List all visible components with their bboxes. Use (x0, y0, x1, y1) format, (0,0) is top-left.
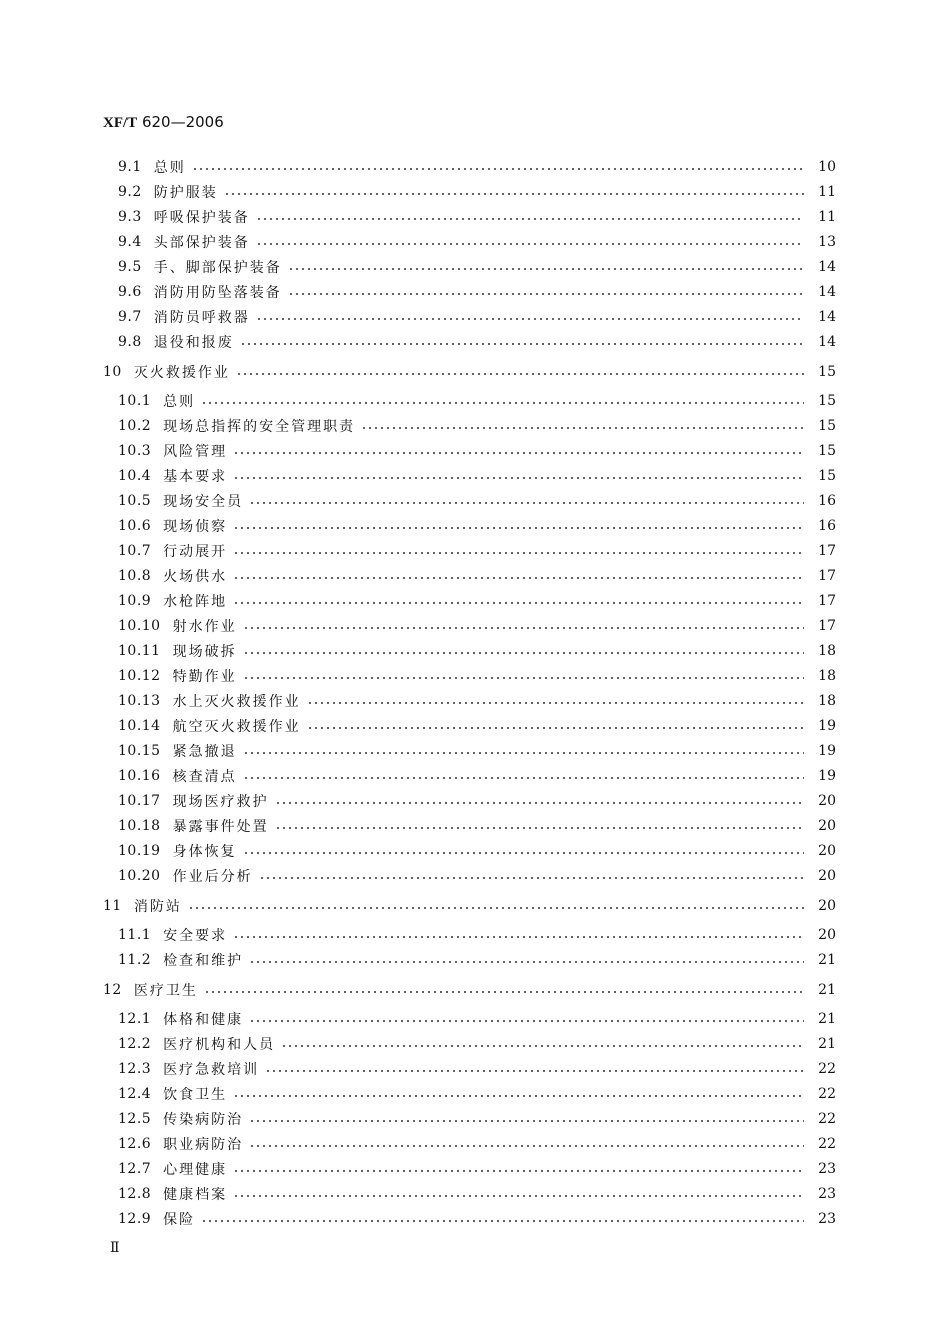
toc-entry-title: 基本要求 (163, 469, 228, 485)
toc-entry-page: 15 (818, 364, 836, 380)
toc-leader-dots (256, 218, 804, 220)
toc-entry-number: 10.7 (118, 543, 152, 559)
toc-entry-title: 水上灭火救援作业 (172, 694, 301, 710)
toc-entry-number: 10.6 (118, 518, 152, 534)
toc-leader-dots (201, 402, 804, 404)
toc-entry-title: 消防站 (133, 899, 182, 915)
toc-section-entry (0, 565, 950, 587)
toc-entry-number: 10.19 (118, 843, 161, 859)
toc-entry-number: 10.17 (118, 793, 161, 809)
toc-section-entry (0, 865, 950, 887)
toc-entry-page: 21 (818, 982, 836, 998)
toc-section-entry (0, 440, 950, 462)
toc-leader-dots (233, 602, 804, 604)
toc-leader-dots (188, 907, 804, 909)
toc-leader-dots (361, 427, 804, 429)
toc-entry-page: 22 (818, 1136, 836, 1152)
toc-section-entry (0, 615, 950, 637)
toc-entry-page: 21 (818, 1011, 836, 1027)
toc-entry-number: 12 (103, 982, 122, 998)
toc-entry-page: 11 (818, 184, 836, 200)
toc-section-entry (0, 256, 950, 278)
toc-entry-page: 17 (818, 618, 836, 634)
toc-entry-page: 20 (818, 868, 836, 884)
toc-entry-title: 航空灭火救援作业 (172, 719, 301, 735)
toc-section-entry (0, 765, 950, 787)
toc-entry-number: 10.12 (118, 668, 161, 684)
toc-section-entry (0, 815, 950, 837)
toc-entry-number: 9.8 (118, 334, 142, 350)
toc-entry-number: 9.5 (118, 259, 142, 275)
toc-section-entry (0, 715, 950, 737)
toc-entry-title: 医疗机构和人员 (163, 1037, 276, 1053)
toc-leader-dots (256, 318, 804, 320)
toc-section-entry (0, 306, 950, 328)
toc-entry-number: 10.3 (118, 443, 152, 459)
toc-section-entry (0, 1083, 950, 1105)
toc-leader-dots (259, 877, 804, 879)
toc-entry-number: 11.2 (118, 952, 152, 968)
toc-entry-title: 身体恢复 (172, 844, 237, 860)
toc-leader-dots (233, 936, 804, 938)
toc-leader-dots (249, 502, 804, 504)
toc-leader-dots (288, 268, 804, 270)
toc-leader-dots (243, 752, 804, 754)
toc-section-entry (0, 924, 950, 946)
toc-leader-dots (233, 1195, 804, 1197)
toc-leader-dots (249, 1020, 804, 1022)
toc-entry-page: 19 (818, 768, 836, 784)
toc-entry-title: 体格和健康 (163, 1012, 244, 1028)
toc-leader-dots (243, 652, 804, 654)
toc-entry-title: 安全要求 (163, 928, 228, 944)
toc-entry-title: 现场侦察 (163, 519, 228, 535)
toc-chapter-entry (0, 361, 950, 383)
toc-leader-dots (233, 552, 804, 554)
toc-section-entry (0, 790, 950, 812)
toc-entry-title: 紧急撤退 (172, 744, 237, 760)
toc-entry-page: 18 (818, 668, 836, 684)
toc-entry-page: 20 (818, 793, 836, 809)
toc-section-entry (0, 231, 950, 253)
toc-entry-page: 21 (818, 1036, 836, 1052)
toc-leader-dots (192, 168, 804, 170)
toc-leader-dots (249, 1145, 804, 1147)
toc-entry-page: 16 (818, 493, 836, 509)
toc-entry-page: 19 (818, 718, 836, 734)
toc-entry-page: 14 (818, 309, 836, 325)
toc-leader-dots (201, 1220, 804, 1222)
toc-leader-dots (256, 243, 804, 245)
toc-entry-number: 10.2 (118, 418, 152, 434)
toc-entry-number: 10.14 (118, 718, 161, 734)
toc-entry-title: 保险 (163, 1212, 196, 1228)
toc-chapter-entry (0, 895, 950, 917)
toc-section-entry (0, 690, 950, 712)
toc-entry-number: 12.4 (118, 1086, 152, 1102)
toc-entry-page: 21 (818, 952, 836, 968)
toc-section-entry (0, 515, 950, 537)
toc-entry-number: 12.3 (118, 1061, 152, 1077)
toc-section-entry (0, 1208, 950, 1230)
toc-leader-dots (233, 577, 804, 579)
toc-section-entry (0, 740, 950, 762)
toc-entry-number: 9.7 (118, 309, 142, 325)
toc-leader-dots (243, 677, 804, 679)
toc-entry-page: 17 (818, 593, 836, 609)
toc-leader-dots (240, 343, 804, 345)
toc-entry-number: 12.7 (118, 1161, 152, 1177)
toc-entry-number: 10.15 (118, 743, 161, 759)
toc-entry-number: 11.1 (118, 927, 152, 943)
toc-entry-page: 20 (818, 927, 836, 943)
toc-section-entry (0, 390, 950, 412)
toc-entry-number: 10.11 (118, 643, 161, 659)
toc-section-entry (0, 490, 950, 512)
toc-section-entry (0, 1158, 950, 1180)
toc-entry-title: 心理健康 (163, 1162, 228, 1178)
toc-entry-page: 15 (818, 393, 836, 409)
toc-section-entry (0, 206, 950, 228)
toc-entry-number: 10.10 (118, 618, 161, 634)
toc-leader-dots (233, 527, 804, 529)
toc-section-entry (0, 415, 950, 437)
toc-entry-title: 现场破拆 (172, 644, 237, 660)
toc-entry-title: 退役和报废 (153, 335, 234, 351)
toc-leader-dots (307, 727, 804, 729)
toc-entry-page: 20 (818, 843, 836, 859)
toc-entry-number: 10.13 (118, 693, 161, 709)
toc-leader-dots (243, 852, 804, 854)
toc-entry-title: 现场安全员 (163, 494, 244, 510)
toc-entry-title: 射水作业 (172, 619, 237, 635)
toc-entry-page: 11 (818, 209, 836, 225)
toc-entry-number: 11 (103, 898, 122, 914)
toc-section-entry (0, 949, 950, 971)
toc-leader-dots (288, 293, 804, 295)
toc-entry-title: 水枪阵地 (163, 594, 228, 610)
toc-entry-title: 总则 (153, 160, 186, 176)
toc-chapter-entry (0, 979, 950, 1001)
toc-leader-dots (236, 373, 804, 375)
toc-leader-dots (281, 1045, 804, 1047)
toc-section-entry (0, 1108, 950, 1130)
toc-entry-page: 22 (818, 1111, 836, 1127)
toc-entry-number: 9.6 (118, 284, 142, 300)
page-number: Ⅱ (110, 1240, 120, 1256)
toc-section-entry (0, 1058, 950, 1080)
toc-section-entry (0, 1133, 950, 1155)
toc-entry-title: 作业后分析 (172, 869, 253, 885)
toc-entry-title: 灭火救援作业 (133, 365, 230, 381)
toc-entry-page: 23 (818, 1211, 836, 1227)
toc-entry-number: 10.18 (118, 818, 161, 834)
toc-entry-number: 10.9 (118, 593, 152, 609)
toc-leader-dots (307, 702, 804, 704)
toc-entry-title: 健康档案 (163, 1187, 228, 1203)
toc-entry-title: 风险管理 (163, 444, 228, 460)
toc-entry-page: 13 (818, 234, 836, 250)
toc-section-entry (0, 181, 950, 203)
toc-entry-title: 防护服装 (153, 185, 218, 201)
standard-prefix: XF/T (103, 115, 138, 131)
toc-leader-dots (224, 193, 804, 195)
toc-leader-dots (249, 1120, 804, 1122)
toc-leader-dots (204, 991, 804, 993)
toc-entry-number: 10.20 (118, 868, 161, 884)
toc-section-entry (0, 156, 950, 178)
toc-entry-page: 14 (818, 284, 836, 300)
toc-entry-title: 消防用防坠落装备 (153, 285, 282, 301)
toc-entry-number: 9.3 (118, 209, 142, 225)
toc-entry-page: 22 (818, 1086, 836, 1102)
toc-entry-page: 22 (818, 1061, 836, 1077)
toc-entry-title: 呼吸保护装备 (153, 210, 250, 226)
toc-entry-number: 12.9 (118, 1211, 152, 1227)
toc-section-entry (0, 281, 950, 303)
toc-entry-number: 12.6 (118, 1136, 152, 1152)
toc-leader-dots (249, 961, 804, 963)
toc-entry-page: 18 (818, 643, 836, 659)
toc-entry-page: 14 (818, 259, 836, 275)
toc-entry-page: 20 (818, 898, 836, 914)
toc-entry-title: 传染病防治 (163, 1112, 244, 1128)
toc-entry-title: 核查清点 (172, 769, 237, 785)
toc-leader-dots (265, 1070, 804, 1072)
toc-section-entry (0, 331, 950, 353)
toc-section-entry (0, 465, 950, 487)
toc-entry-number: 10.5 (118, 493, 152, 509)
toc-entry-page: 17 (818, 568, 836, 584)
toc-section-entry (0, 540, 950, 562)
toc-entry-page: 15 (818, 443, 836, 459)
standard-number: 620—2006 (141, 113, 224, 131)
toc-entry-number: 12.5 (118, 1111, 152, 1127)
toc-entry-page: 16 (818, 518, 836, 534)
toc-entry-number: 10.16 (118, 768, 161, 784)
toc-entry-title: 火场供水 (163, 569, 228, 585)
toc-entry-title: 检查和维护 (163, 953, 244, 969)
toc-entry-title: 医疗急救培训 (163, 1062, 260, 1078)
toc-entry-title: 手、脚部保护装备 (153, 260, 282, 276)
toc-entry-number: 12.2 (118, 1036, 152, 1052)
toc-entry-page: 23 (818, 1161, 836, 1177)
toc-leader-dots (275, 827, 804, 829)
toc-entry-number: 9.2 (118, 184, 142, 200)
toc-entry-title: 总则 (163, 394, 196, 410)
toc-entry-title: 特勤作业 (172, 669, 237, 685)
toc-entry-number: 10 (103, 364, 122, 380)
toc-leader-dots (233, 1170, 804, 1172)
toc-entry-title: 职业病防治 (163, 1137, 244, 1153)
toc-entry-title: 暴露事件处置 (172, 819, 269, 835)
toc-entry-number: 10.1 (118, 393, 152, 409)
toc-leader-dots (243, 777, 804, 779)
toc-entry-number: 12.1 (118, 1011, 152, 1027)
toc-leader-dots (243, 627, 804, 629)
toc-entry-title: 消防员呼救器 (153, 310, 250, 326)
toc-section-entry (0, 665, 950, 687)
toc-entry-number: 12.8 (118, 1186, 152, 1202)
toc-entry-number: 10.4 (118, 468, 152, 484)
toc-section-entry (0, 1008, 950, 1030)
toc-section-entry (0, 1033, 950, 1055)
toc-leader-dots (233, 452, 804, 454)
toc-entry-page: 20 (818, 818, 836, 834)
toc-section-entry (0, 1183, 950, 1205)
toc-section-entry (0, 840, 950, 862)
toc-section-entry (0, 640, 950, 662)
toc-leader-dots (233, 1095, 804, 1097)
toc-entry-page: 18 (818, 693, 836, 709)
toc-entry-title: 饮食卫生 (163, 1087, 228, 1103)
toc-entry-number: 9.4 (118, 234, 142, 250)
toc-entry-title: 现场医疗救护 (172, 794, 269, 810)
toc-entry-number: 10.8 (118, 568, 152, 584)
toc-entry-page: 15 (818, 468, 836, 484)
toc-leader-dots (233, 477, 804, 479)
toc-entry-title: 行动展开 (163, 544, 228, 560)
toc-entry-page: 17 (818, 543, 836, 559)
toc-entry-title: 医疗卫生 (133, 983, 198, 999)
toc-section-entry (0, 590, 950, 612)
toc-leader-dots (275, 802, 804, 804)
toc-entry-page: 14 (818, 334, 836, 350)
toc-entry-title: 现场总指挥的安全管理职责 (163, 419, 356, 435)
toc-entry-page: 19 (818, 743, 836, 759)
document-code (103, 113, 224, 132)
toc-entry-page: 15 (818, 418, 836, 434)
toc-entry-number: 9.1 (118, 159, 142, 175)
toc-entry-page: 10 (818, 159, 836, 175)
toc-entry-page: 23 (818, 1186, 836, 1202)
toc-entry-title: 头部保护装备 (153, 235, 250, 251)
